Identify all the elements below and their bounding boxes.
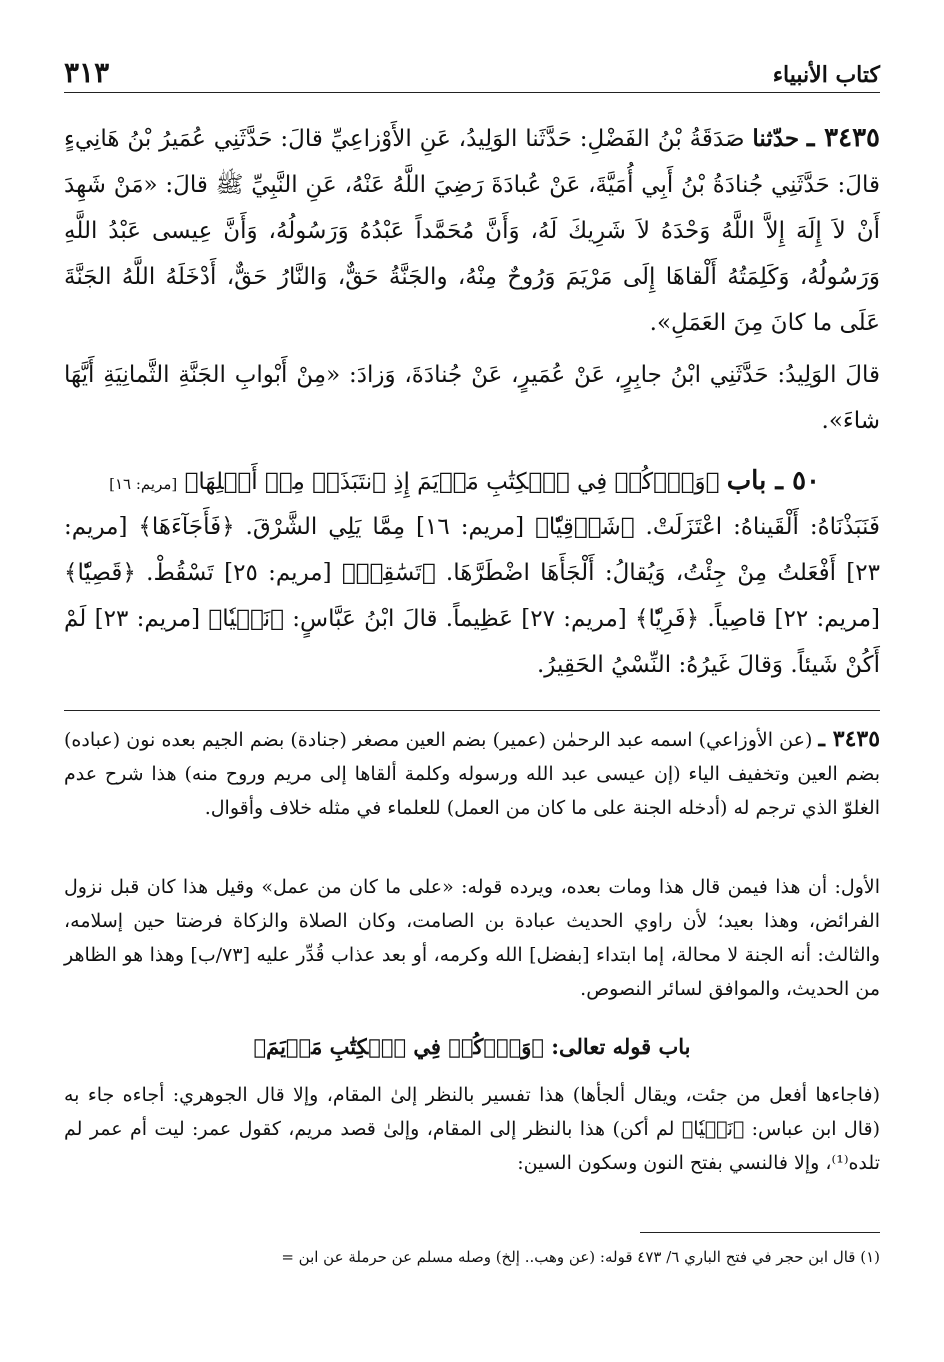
commentary-p1: (عن الأوزاعي) اسمه عبد الرحمٰن (عمير) بضم العين مصغر (جنادة) بضم الجيم بعده نون (عباده) بضم العين وتخفيف الياء (إن عيسى عبد الله ورسوله وكلمة ألقاها إلى مريم وروح منه) هذا شرح عدم الغلوّ الذي ترجم له (أدخله الجنة على ما كان من العمل) للعلماء في مثله خلاف وأقوال. — [64, 729, 880, 819]
commentary-chapter-heading: باب قوله تعالى: ﴿وَٱذۡكُرۡ فِي ٱلۡكِتَٰبِ مَرۡيَمَ﴾ — [253, 1034, 691, 1059]
chapter-glosses — [64, 504, 880, 688]
commentary-para-1 — [64, 722, 880, 825]
hadith-text: صَدَقَةُ بْنُ الفَضْلِ: حَدَّثَنا الوَلِيدُ، عَنِ الأَوْزاعِيِّ قالَ: حَدَّثَنِي عُمَيرُ بْنُ هَانِيءٍ قالَ: حَدَّثَنِي جُنادَةُ بْنُ أَبِي أُمَيَّةَ، عَنْ عُبادَةَ رَضِيَ اللَّهُ عَنْهُ، عَنِ النَّبِيِّ ﷺ قالَ: «مَنْ شَهِدَ أَنْ لاَ إِلَهَ إِلاَّ اللَّهُ وَحْدَهُ لاَ شَرِيكَ لَهُ، وَأَنَّ مُحَمَّداً عَبْدُهُ وَرَسُولُهُ، وَأَنَّ عِيسى عَبْدُ اللَّهِ وَرَسُولُهُ، وَكَلِمَتُهُ أَلْقاهَا إِلَى مَرْيَمَ وَرُوحٌ مِنْهُ، والجَنَّةُ حَقٌّ، وَالنَّارُ حَقٌّ، أَدْخَلَهُ اللَّهُ الجَنَّةَ عَلَى ما كانَ مِنَ العَمَلِ». — [64, 126, 880, 336]
hadith-number: ٣٤٣٥ ـ — [806, 123, 881, 153]
page-number: ٣١٣ — [64, 56, 110, 89]
chapter-verse-ref: [مريم: ١٦] — [109, 475, 178, 493]
footnote-text: (١) قال ابن حجر في فتح الباري ٦/ ٤٧٣ قوله: (عن وهب.. إلخ) وصله مسلم عن حرملة عن ابن = — [281, 1248, 880, 1266]
hadith-addition — [64, 352, 880, 444]
commentary-para-3 — [64, 1078, 880, 1180]
commentary-para-2 — [64, 870, 880, 1006]
text-commentary-divider — [64, 710, 880, 711]
isnad-lead: حدّثنا — [752, 125, 800, 152]
footnote — [64, 1245, 880, 1269]
running-header — [64, 52, 880, 93]
commentary-p2: الأول: أن هذا فيمن قال هذا ومات بعده، ويرده قوله: «على ما كان من عمل» وقيل هذا كان قبل نزول الفرائض، وهذا بعيد؛ لأن راوي الحديث عبادة بن الصامت، وكان الصلاة والزكاة فرضتا حين إسلامه، والثالث: أنه الجنة لا محالة، إما ابتداء [بفضل] الله وكرمه، أو بعد عذاب قُدِّر عليه [٧٣/ب] وهذا هو الظاهر من الحديث، والموافق لسائر النصوص. — [64, 876, 880, 1000]
hadith-3435 — [64, 115, 880, 346]
chapter-heading — [64, 458, 880, 507]
footnote-divider — [640, 1232, 880, 1233]
commentary-p3: (فاجاءها أفعل من جئت، ويقال ألجأها) هذا تفسير بالنظر إلىٰ المقام، وإلا قال الجوهري: أجاءه جاء به (قال ابن عباس: ﴿نَسۡيٗا﴾ لم أكن) هذا بالنظر إلى المقام، وإلىٰ قصد مريم، كقول عمر: ليت أم عمر لم تلده⁽¹⁾، وإلا فالنسي بفتح النون وسكون السين: — [64, 1084, 880, 1174]
glosses-text: فَنَبَذْنَاهُ: أَلْقَيناهُ: اعْتَزَلَتْ. ﴿شَرۡقِيّٗا﴾ [مريم: ١٦] مِمَّا يَلِي الشَّرْقَ. ﴿فَأَجَآءَهَا﴾ [مريم: ٢٣] أَفْعَلتُ مِنْ جِئْتُ، وَيُقالُ: أَلْجَأَهَا اضْطَرَّهَا. ﴿تَسَٰقِطۡ﴾ [مريم: ٢٥] تَسْقُطْ. ﴿قَصِيّٗا﴾ [مريم: ٢٢] قاصِياً. ﴿فَرِيّٗا﴾ [مريم: ٢٧] عَظِيماً. قالَ ابْنُ عَبَّاسٍ: ﴿نَسۡيٗا﴾ [مريم: ٢٣] لَمْ أَكُنْ شَيئاً. وَقالَ غَيرُهُ: النِّسْيُ الحَقِيرُ. — [64, 514, 880, 678]
chapter-verse: ﴿وَٱذۡكُرۡ فِي ٱلۡكِتَٰبِ مَرۡيَمَ إِذِ ٱنتَبَذَتۡ مِنۡ أَهۡلِهَا﴾ — [184, 469, 720, 495]
book-title: كتاب الأنبياء — [772, 62, 880, 88]
chapter-lead: ٥٠ ـ باب — [726, 466, 820, 496]
commentary-number: ٣٤٣٥ ـ — [818, 726, 881, 752]
addition-text: قالَ الوَلِيدُ: حَدَّثَنِي ابْنُ جابِرٍ، عَنْ عُمَيرٍ، عَنْ جُنادَةَ، وَزادَ: «مِنْ أَبْوابِ الجَنَّةِ الثَّمانِيَةِ أَيَّهَا شاءَ». — [64, 362, 880, 434]
